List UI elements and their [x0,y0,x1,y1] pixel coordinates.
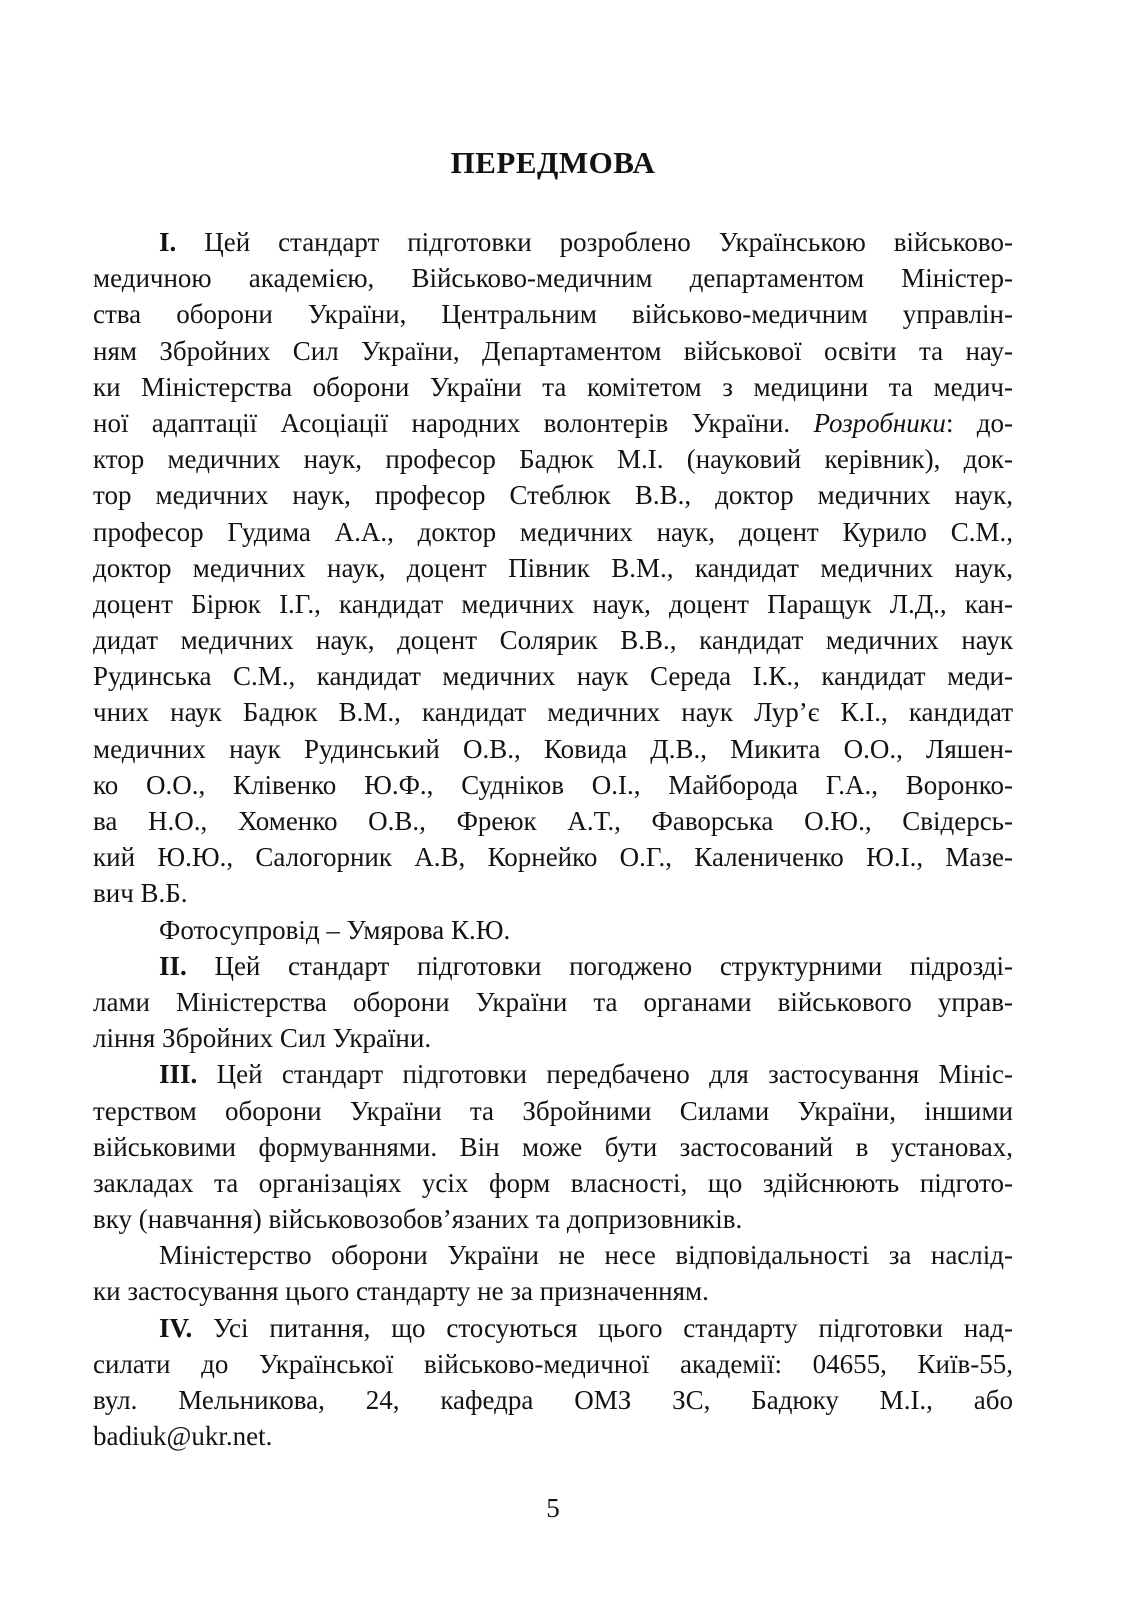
text-line [93,405,1013,441]
text-line [93,550,1013,586]
text-line [93,839,1013,875]
paragraph-disclaimer [93,1237,1013,1309]
bold-run: І. [159,227,177,257]
paragraphs-container [93,224,1013,1454]
paragraph-photo [93,912,1013,948]
text-run: Цей стандарт підготовки розроблено Українською військово- [176,227,1013,257]
text-run: ки застосування цього стандарту не за призначенням. [93,1276,709,1307]
text-run: Рудинська С.М., кандидат медичних наук Середа І.К., кандидат меди- [93,661,1013,692]
text-line [93,912,1013,948]
text-line [93,224,1013,260]
page-title: ПЕРЕДМОВА [450,145,656,180]
text-line [93,1346,1013,1382]
paragraph-IV [93,1310,1013,1455]
paragraph-II [93,948,1013,1057]
text-line [93,1020,1013,1056]
text-line [93,514,1013,550]
text-run: терством оборони України та Збройними Силами України, іншими [93,1095,1013,1126]
text-run: доктор медичних наук, доцент Півник В.М., кандидат медичних наук, [93,552,1013,583]
page-number: 5 [546,1493,560,1523]
text-line [93,1273,1013,1309]
text-line [93,767,1013,803]
bold-run: ІV. [159,1312,193,1343]
text-run: чних наук Бадюк В.М., кандидат медичних наук Лур’є К.І., кандидат [93,697,1013,728]
text-run: ням Збройних Сил України, Департаментом військової освіти та нау- [93,335,1013,366]
text-line [93,1129,1013,1165]
text-line [93,622,1013,658]
text-run: вку (навчання) військовозобов’язаних та допризовників. [93,1204,743,1235]
text-run: : до- [945,407,1013,438]
text-run: Цей стандарт підготовки погоджено структурними підрозді- [186,950,1013,981]
text-run: ко О.О., Клівенко Ю.Ф., Судніков О.І., Майборода Г.А., Воронко- [93,769,1013,800]
text-run: закладах та організаціях усіх форм власності, що здійснюють підгото- [93,1167,1013,1198]
text-run: дидат медичних наук, доцент Солярик В.В., кандидат медичних наук [93,625,1013,656]
paragraph-III [93,1056,1013,1237]
text-run: ної адаптації Асоціації народних волонтерів України. [93,407,814,438]
text-line [93,731,1013,767]
text-run: Міністерство оборони України не несе відповідальності за наслід- [159,1240,1013,1271]
text-run: тор медичних наук, професор Стеблюк В.В., доктор медичних наук, [93,480,1013,511]
text-line [93,1056,1013,1092]
text-run: медичною академією, Військово-медичним департаментом Міністер- [93,263,1013,294]
text-run: Усі питання, що стосуються цього стандарту підготовки над- [192,1312,1013,1343]
text-run: силати до Української військово-медичної академії: 04655, Київ-55, [93,1348,1013,1379]
text-run: ктор медичних наук, професор Бадюк М.І. (науковий керівник), док- [93,444,1013,475]
text-line [93,1201,1013,1237]
text-line [93,369,1013,405]
text-run: професор Гудима А.А., доктор медичних наук, доцент Курило С.М., [93,516,1013,547]
paragraph-I [93,224,1013,912]
text-line [93,1165,1013,1201]
text-run: Цей стандарт підготовки передбачено для застосування Мініс- [197,1059,1013,1090]
text-run: Фотосупровід – Умярова К.Ю. [159,914,511,945]
page-content [93,144,1013,1454]
text-line [93,1237,1013,1273]
text-run: ління Збройних Сил України. [93,1023,432,1054]
text-run: медичних наук Рудинський О.В., Ковида Д.В., Микита О.О., Ляшен- [93,733,1013,764]
text-run: кий Ю.Ю., Салогорник А.В, Корнейко О.Г., Калениченко Ю.І., Мазе- [93,842,1013,873]
text-run: доцент Бірюк І.Г., кандидат медичних наук, доцент Паращук Л.Д., кан- [93,588,1013,619]
text-run: ва Н.О., Хоменко О.В., Фреюк А.Т., Фаворська О.Ю., Свідерсь- [93,806,1013,836]
text-line [93,803,1013,839]
text-line [93,1310,1013,1346]
italic-run: Розробники [813,407,946,438]
text-run: ства оборони України, Центральним військово-медичним управлін- [93,299,1013,330]
text-run: badiuk@ukr.net. [93,1421,273,1452]
text-run: ки Міністерства оборони України та комітетом з медицини та медич- [93,371,1013,402]
bold-run: ІІ. [159,950,187,981]
text-line [93,658,1013,694]
text-run: вич В.Б. [93,878,188,909]
text-line [93,1382,1013,1418]
text-line [93,1418,1013,1454]
text-line [93,586,1013,622]
text-line [93,875,1013,911]
text-line [93,694,1013,730]
text-line [93,260,1013,296]
text-line [93,984,1013,1020]
text-line [93,948,1013,984]
text-run: вул. Мельникова, 24, кафедра ОМЗ ЗС, Бадюку М.І., або [93,1385,1013,1415]
text-line [93,477,1013,513]
text-run: військовими формуваннями. Він може бути застосований в установах, [93,1131,1013,1162]
text-line [93,333,1013,369]
bold-run: ІІІ. [159,1059,198,1090]
text-line [93,296,1013,332]
text-run: лами Міністерства оборони України та органами військового управ- [93,986,1013,1017]
text-line [93,1093,1013,1129]
text-line [93,441,1013,477]
